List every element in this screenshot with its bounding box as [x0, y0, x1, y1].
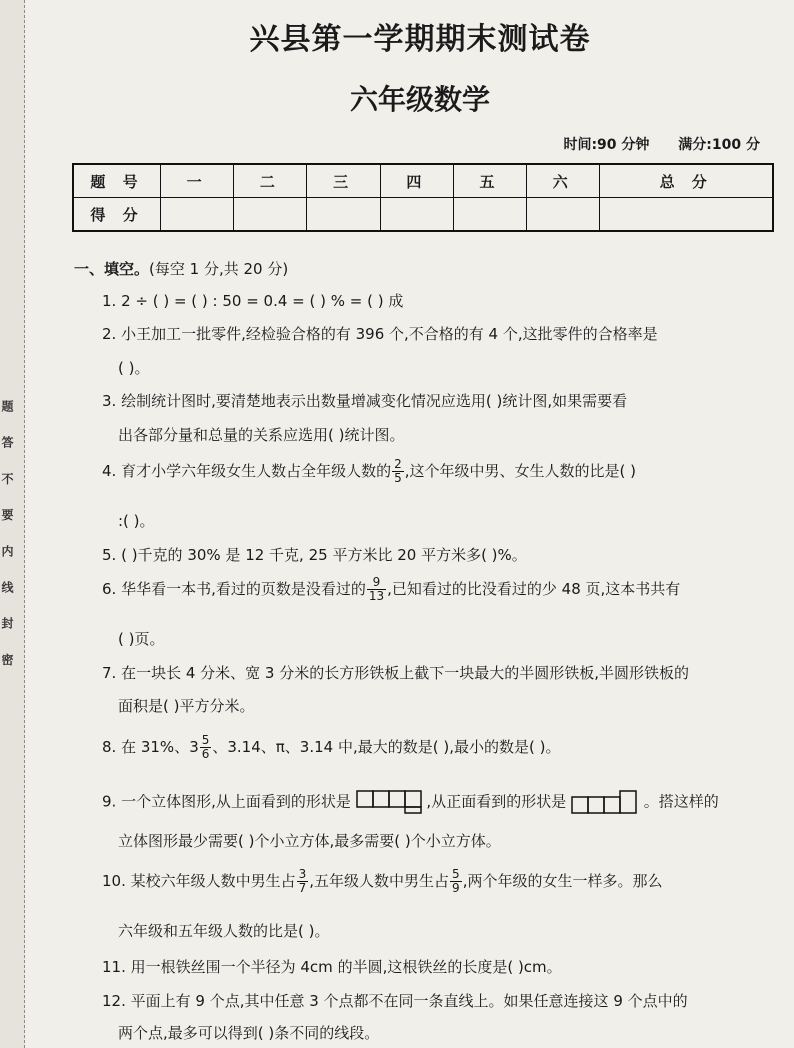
- fraction-denominator: 9: [452, 881, 460, 895]
- score-row-label: 得 分: [73, 198, 161, 232]
- question-3-line-1: 3. 绘制统计图时,要清楚地表示出数量增减变化情况应选用( )统计图,如果需要看: [102, 392, 628, 410]
- score-cell[interactable]: [380, 198, 453, 232]
- question-10-text-c: ,两个年级的女生一样多。那么: [462, 872, 663, 890]
- exam-title: 兴县第一学期期末测试卷: [249, 22, 591, 57]
- question-11: 11. 用一根铁丝围一个半径为 4cm 的半圆,这根铁丝的长度是( )cm。: [102, 958, 562, 976]
- score-table-header-row: [73, 164, 773, 198]
- fraction: [392, 458, 404, 485]
- question-10-text-a: 10. 某校六年级人数中男生占: [102, 872, 296, 890]
- score-table-score-row: [73, 198, 773, 232]
- question-2-line-2: ( )。: [118, 359, 150, 377]
- question-10-line-1: [102, 868, 782, 895]
- question-12-line-1: 12. 平面上有 9 个点,其中任意 3 个点都不在同一条直线上。如果任意连接这 9 个点中的: [102, 992, 688, 1010]
- score-header-cell: 六: [527, 164, 600, 198]
- question-9-text-c: 。搭这样的: [643, 792, 719, 811]
- exam-time: 时间:90 分钟: [563, 137, 650, 153]
- question-8-text-b: 、3.14、π、3.14 中,最大的数是( ),最小的数是( )。: [212, 738, 561, 756]
- fraction: [297, 868, 309, 895]
- question-6-line-2: ( )页。: [118, 630, 165, 648]
- front-view-figure: [571, 790, 639, 814]
- fraction: [450, 868, 462, 895]
- fraction-denominator: 13: [368, 589, 385, 603]
- exam-full-score: 满分:100 分: [678, 137, 760, 153]
- section-1-note: (每空 1 分,共 20 分): [149, 260, 289, 278]
- question-9-line-1: [102, 790, 782, 814]
- question-4-text-a: 4. 育才小学六年级女生人数占全年级人数的: [102, 462, 392, 480]
- question-2-line-1: 2. 小王加工一批零件,经检验合格的有 396 个,不合格的有 4 个,这批零件的合格率是: [102, 325, 658, 343]
- question-10-line-2: 六年级和五年级人数的比是( )。: [118, 922, 330, 940]
- question-9-line-2: 立体图形最少需要( )个小立方体,最多需要( )个小立方体。: [118, 832, 501, 850]
- section-1-heading: [74, 258, 288, 279]
- score-header-cell: 三: [307, 164, 380, 198]
- score-header-cell: 二: [234, 164, 307, 198]
- score-table: [72, 163, 774, 232]
- fraction-denominator: 7: [298, 881, 307, 895]
- score-header-cell: 总 分: [600, 164, 773, 198]
- score-cell[interactable]: [161, 198, 234, 232]
- question-3-line-2: 出各部分量和总量的关系应选用( )统计图。: [118, 426, 405, 444]
- score-header-cell: 四: [380, 164, 453, 198]
- binding-margin: [0, 0, 25, 1048]
- question-1: 1. 2 ÷ ( ) = ( ) : 50 = 0.4 = ( ) % = ( ) 成: [102, 292, 404, 310]
- question-7-line-1: 7. 在一块长 4 分米、宽 3 分米的长方形铁板上截下一块最大的半圆形铁板,半圆形铁板的: [102, 664, 690, 682]
- question-4-line-2: :( )。: [118, 512, 155, 530]
- question-9-text-b: ,从正面看到的形状是: [426, 792, 567, 811]
- question-7-line-2: 面积是( )平方分米。: [118, 697, 255, 715]
- question-4-text-b: ,这个年级中男、女生人数的比是( ): [404, 462, 636, 480]
- score-cell[interactable]: [453, 198, 526, 232]
- exam-page: [60, 0, 780, 1048]
- question-6-text-b: ,已知看过的比没看过的少 48 页,这本书共有: [387, 580, 681, 598]
- score-header-cell: 题 号: [73, 164, 161, 198]
- exam-meta: [539, 134, 760, 154]
- question-8: [102, 734, 782, 761]
- score-cell[interactable]: [307, 198, 380, 232]
- question-12-line-2: 两个点,最多可以得到( )条不同的线段。: [118, 1024, 380, 1042]
- fraction-numerator: 5: [452, 867, 460, 881]
- question-9-text-a: 9. 一个立体图形,从上面看到的形状是: [102, 792, 351, 811]
- score-cell[interactable]: [600, 198, 773, 232]
- fraction-numerator: 3: [298, 867, 307, 881]
- question-6-text-a: 6. 华华看一本书,看过的页数是没看过的: [102, 580, 366, 598]
- question-8-text-a: 8. 在 31%、3: [102, 738, 199, 756]
- fraction-numerator: 5: [201, 733, 210, 747]
- fraction-denominator: 6: [201, 747, 210, 761]
- question-10-text-b: ,五年级人数中男生占: [309, 872, 450, 890]
- seal-line-text: 题 答 不 要 内 线 封 密: [0, 400, 14, 676]
- question-6-line-1: [102, 576, 782, 603]
- question-4-line-1: [102, 458, 782, 485]
- question-5: 5. ( )千克的 30% 是 12 千克, 25 平方米比 20 平方米多( )%。: [102, 546, 527, 564]
- section-1-title: 一、填空。: [74, 260, 150, 278]
- mixed-number-fraction: [200, 734, 212, 761]
- exam-subtitle: 六年级数学: [349, 83, 490, 116]
- score-header-cell: 五: [453, 164, 526, 198]
- fraction-numerator: 9: [367, 576, 386, 590]
- score-cell[interactable]: [234, 198, 307, 232]
- fraction-denominator: 5: [394, 471, 402, 485]
- score-header-cell: 一: [161, 164, 234, 198]
- top-view-figure: [356, 790, 422, 814]
- score-cell[interactable]: [527, 198, 600, 232]
- fraction: [367, 576, 386, 603]
- fraction-numerator: 2: [394, 457, 402, 471]
